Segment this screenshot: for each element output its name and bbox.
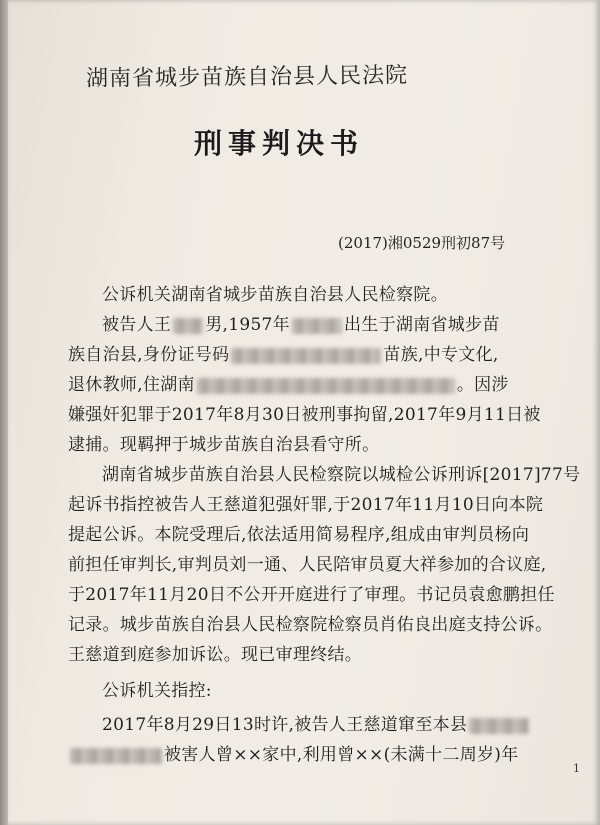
text-segment: 退休教师,住湖南 xyxy=(68,375,195,395)
document-title: 刑事判决书 xyxy=(194,127,365,160)
text-line xyxy=(68,370,583,400)
redaction-blur xyxy=(292,318,342,334)
text-line: 逮捕。现羁押于城步苗族自治县看守所。 xyxy=(68,435,380,455)
text-line: 提起公诉。本院受理后,依法适用简易程序,组成由审判员杨向 xyxy=(68,525,530,545)
paragraph-charges-heading xyxy=(68,676,583,706)
text-line: 嫌强奸犯罪于2017年8月30日被刑事拘留,2017年9月11日被 xyxy=(68,405,541,425)
text-line: 于2017年11月20日不公开开庭进行了审理。书记员袁愈鹏担任 xyxy=(68,585,555,605)
text-line xyxy=(68,710,583,740)
text-segment: 出生于湖南省城步苗 xyxy=(343,315,500,335)
text-line xyxy=(68,740,583,770)
redaction-blur xyxy=(197,378,455,394)
text-line: 湖南省城步苗族自治县人民检察院以城检公诉刑诉[2017]77号 xyxy=(102,465,581,485)
redaction-blur xyxy=(173,318,203,334)
case-number: (2017)湘0529刑初87号 xyxy=(338,234,506,252)
text-line: 公诉机关湖南省城步苗族自治县人民检察院。 xyxy=(102,285,448,305)
text-line: 王慈道到庭参加诉讼。现已审理终结。 xyxy=(68,645,363,665)
court-name: 湖南省城步苗族自治县人民法院 xyxy=(85,63,409,92)
text-line: 记录。城步苗族自治县人民检察院检察员肖佑良出庭支持公诉。 xyxy=(68,615,553,635)
text-line xyxy=(68,340,583,370)
redaction-blur xyxy=(70,748,162,764)
page-number: 1 xyxy=(573,762,580,775)
text-segment: 被告人王 xyxy=(102,315,172,335)
text-segment: 2017年8月29日13时许,被告人王慈道窜至本县 xyxy=(102,715,468,735)
text-line: 公诉机关指控: xyxy=(102,681,212,701)
paragraph-defendant-info xyxy=(68,310,583,460)
text-line xyxy=(68,310,583,340)
redaction-blur xyxy=(469,718,529,734)
text-segment: 男,1957年 xyxy=(205,315,290,335)
text-line: 起诉书指控被告人王慈道犯强奸罪,于2017年11月10日向本院 xyxy=(68,495,544,515)
paragraph-procedure xyxy=(68,460,583,670)
text-segment: 族自治县,身份证号码 xyxy=(68,345,230,365)
redaction-blur xyxy=(231,348,381,364)
text-segment: 苗族,中专文化, xyxy=(383,345,499,365)
paragraph-prosecutor xyxy=(68,280,583,310)
paragraph-charges xyxy=(68,710,583,770)
document-page xyxy=(8,0,600,825)
text-segment: 。因涉 xyxy=(456,375,509,395)
text-line: 前担任审判长,审判员刘一通、人民陪审员夏大祥参加的合议庭, xyxy=(68,555,547,575)
text-segment: 被害人曾××家中,利用曾××(未满十二周岁)年 xyxy=(164,745,519,765)
